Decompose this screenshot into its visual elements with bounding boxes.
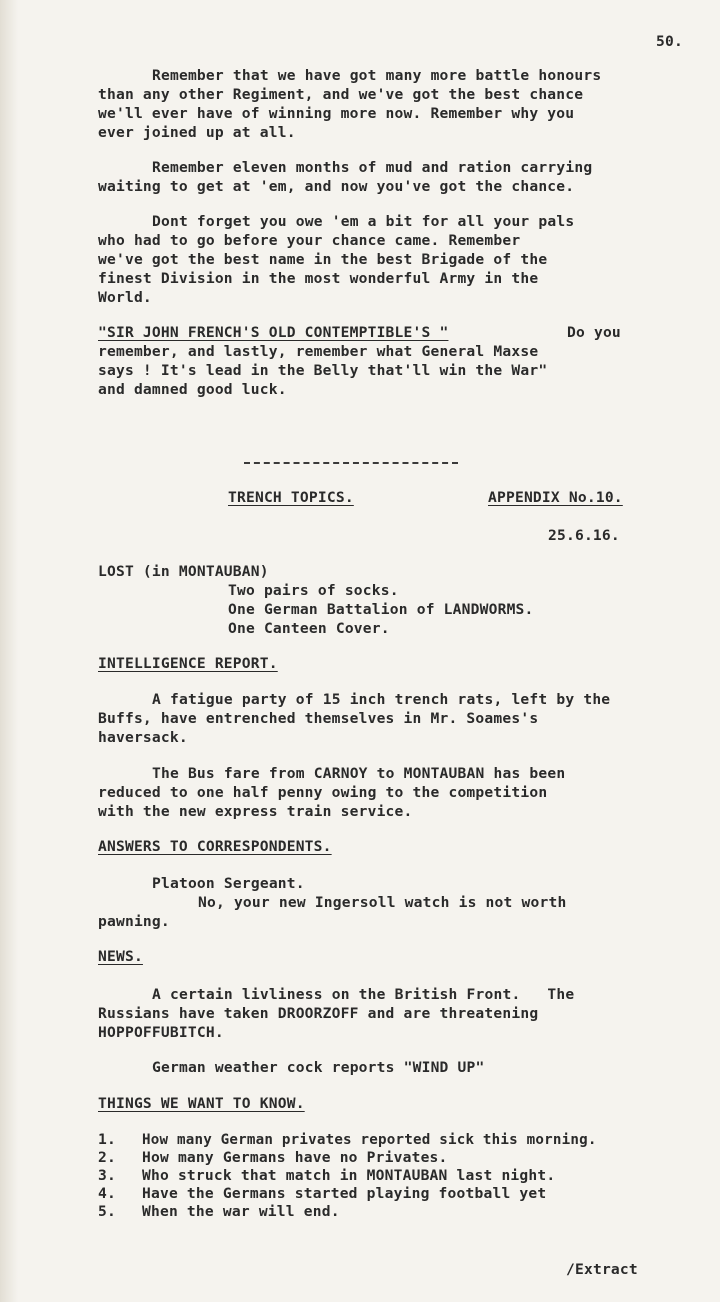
para4-line-2: remember, and lastly, remember what General Maxse xyxy=(98,343,539,360)
list-item-number: 5. xyxy=(98,1203,116,1220)
list-item-number: 2. xyxy=(98,1149,116,1166)
lost-item: Two pairs of socks. xyxy=(228,582,399,599)
para1-line-2: than any other Regiment, and we've got the best chance xyxy=(98,86,584,103)
trench-topics-title: TRENCH TOPICS. xyxy=(228,489,354,506)
para3-line-2: who had to go before your chance came. Remember xyxy=(98,232,521,249)
intelligence-p1-line-3: haversack. xyxy=(98,729,188,746)
news-p1-line-2: Russians have taken DROORZOFF and are threatening xyxy=(98,1005,539,1022)
intelligence-p1-line-2: Buffs, have entrenched themselves in Mr. Soames's xyxy=(98,710,539,727)
para3-line-3: we've got the best name in the best Brigade of the xyxy=(98,251,548,268)
para1-line-3: we'll ever have of winning more now. Remember why you xyxy=(98,105,575,122)
list-item-number: 3. xyxy=(98,1167,116,1184)
news-p1-line-1: A certain livliness on the British Front. The xyxy=(152,986,575,1003)
intelligence-p2-line-2: reduced to one half penny owing to the competition xyxy=(98,784,548,801)
lost-item: One Canteen Cover. xyxy=(228,620,390,637)
news-p2: German weather cock reports "WIND UP" xyxy=(152,1059,485,1076)
para2-line-2: waiting to get at 'em, and now you've got the chance. xyxy=(98,178,575,195)
para4-line-4: and damned good luck. xyxy=(98,381,287,398)
intelligence-p1-line-1: A fatigue party of 15 inch trench rats, left by the xyxy=(152,691,611,708)
news-heading: NEWS. xyxy=(98,948,143,965)
lost-heading: LOST (in MONTAUBAN) xyxy=(98,563,269,580)
para1-line-1: Remember that we have got many more battle honours xyxy=(152,67,602,84)
intelligence-heading: INTELLIGENCE REPORT. xyxy=(98,655,278,672)
extract-continuation: /Extract xyxy=(566,1261,638,1278)
list-item-number: 1. xyxy=(98,1131,116,1148)
list-item: How many German privates reported sick this morning. xyxy=(142,1132,597,1148)
para1-line-4: ever joined up at all. xyxy=(98,124,296,141)
intelligence-p2-line-1: The Bus fare from CARNOY to MONTAUBAN has been xyxy=(152,765,566,782)
list-item-number: 4. xyxy=(98,1185,116,1202)
old-contemptibles-quote: "SIR JOHN FRENCH'S OLD CONTEMPTIBLE'S " xyxy=(98,324,449,341)
document-date: 25.6.16. xyxy=(548,527,620,544)
list-item: Have the Germans started playing football yet xyxy=(142,1185,547,1202)
things-heading: THINGS WE WANT TO KNOW. xyxy=(98,1095,305,1112)
page-edge-shadow xyxy=(0,0,18,1302)
answers-heading: ANSWERS TO CORRESPONDENTS. xyxy=(98,838,332,855)
para3-line-4: finest Division in the most wonderful Army in the xyxy=(98,270,539,287)
list-item: How many Germans have no Privates. xyxy=(142,1149,448,1166)
answers-line-1: No, your new Ingersoll watch is not worth xyxy=(198,894,567,911)
para4-tail: Do you xyxy=(567,324,621,341)
list-item: Who struck that match in MONTAUBAN last night. xyxy=(142,1167,556,1184)
appendix-label: APPENDIX No.10. xyxy=(488,489,623,506)
intelligence-p2-line-3: with the new express train service. xyxy=(98,803,413,820)
lost-item: One German Battalion of LANDWORMS. xyxy=(228,601,534,618)
answers-line-2: pawning. xyxy=(98,913,170,930)
list-item: When the war will end. xyxy=(142,1203,340,1220)
para3-line-5: World. xyxy=(98,289,152,306)
answers-addressee: Platoon Sergeant. xyxy=(152,875,305,892)
dashed-divider xyxy=(244,462,458,464)
para3-line-1: Dont forget you owe 'em a bit for all your pals xyxy=(152,213,575,230)
para2-line-1: Remember eleven months of mud and ration carrying xyxy=(152,159,593,176)
page-number: 50. xyxy=(656,33,683,50)
news-p1-line-3: HOPPOFFUBITCH. xyxy=(98,1024,224,1041)
para4-line-3: says ! It's lead in the Belly that'll win the War" xyxy=(98,362,548,379)
